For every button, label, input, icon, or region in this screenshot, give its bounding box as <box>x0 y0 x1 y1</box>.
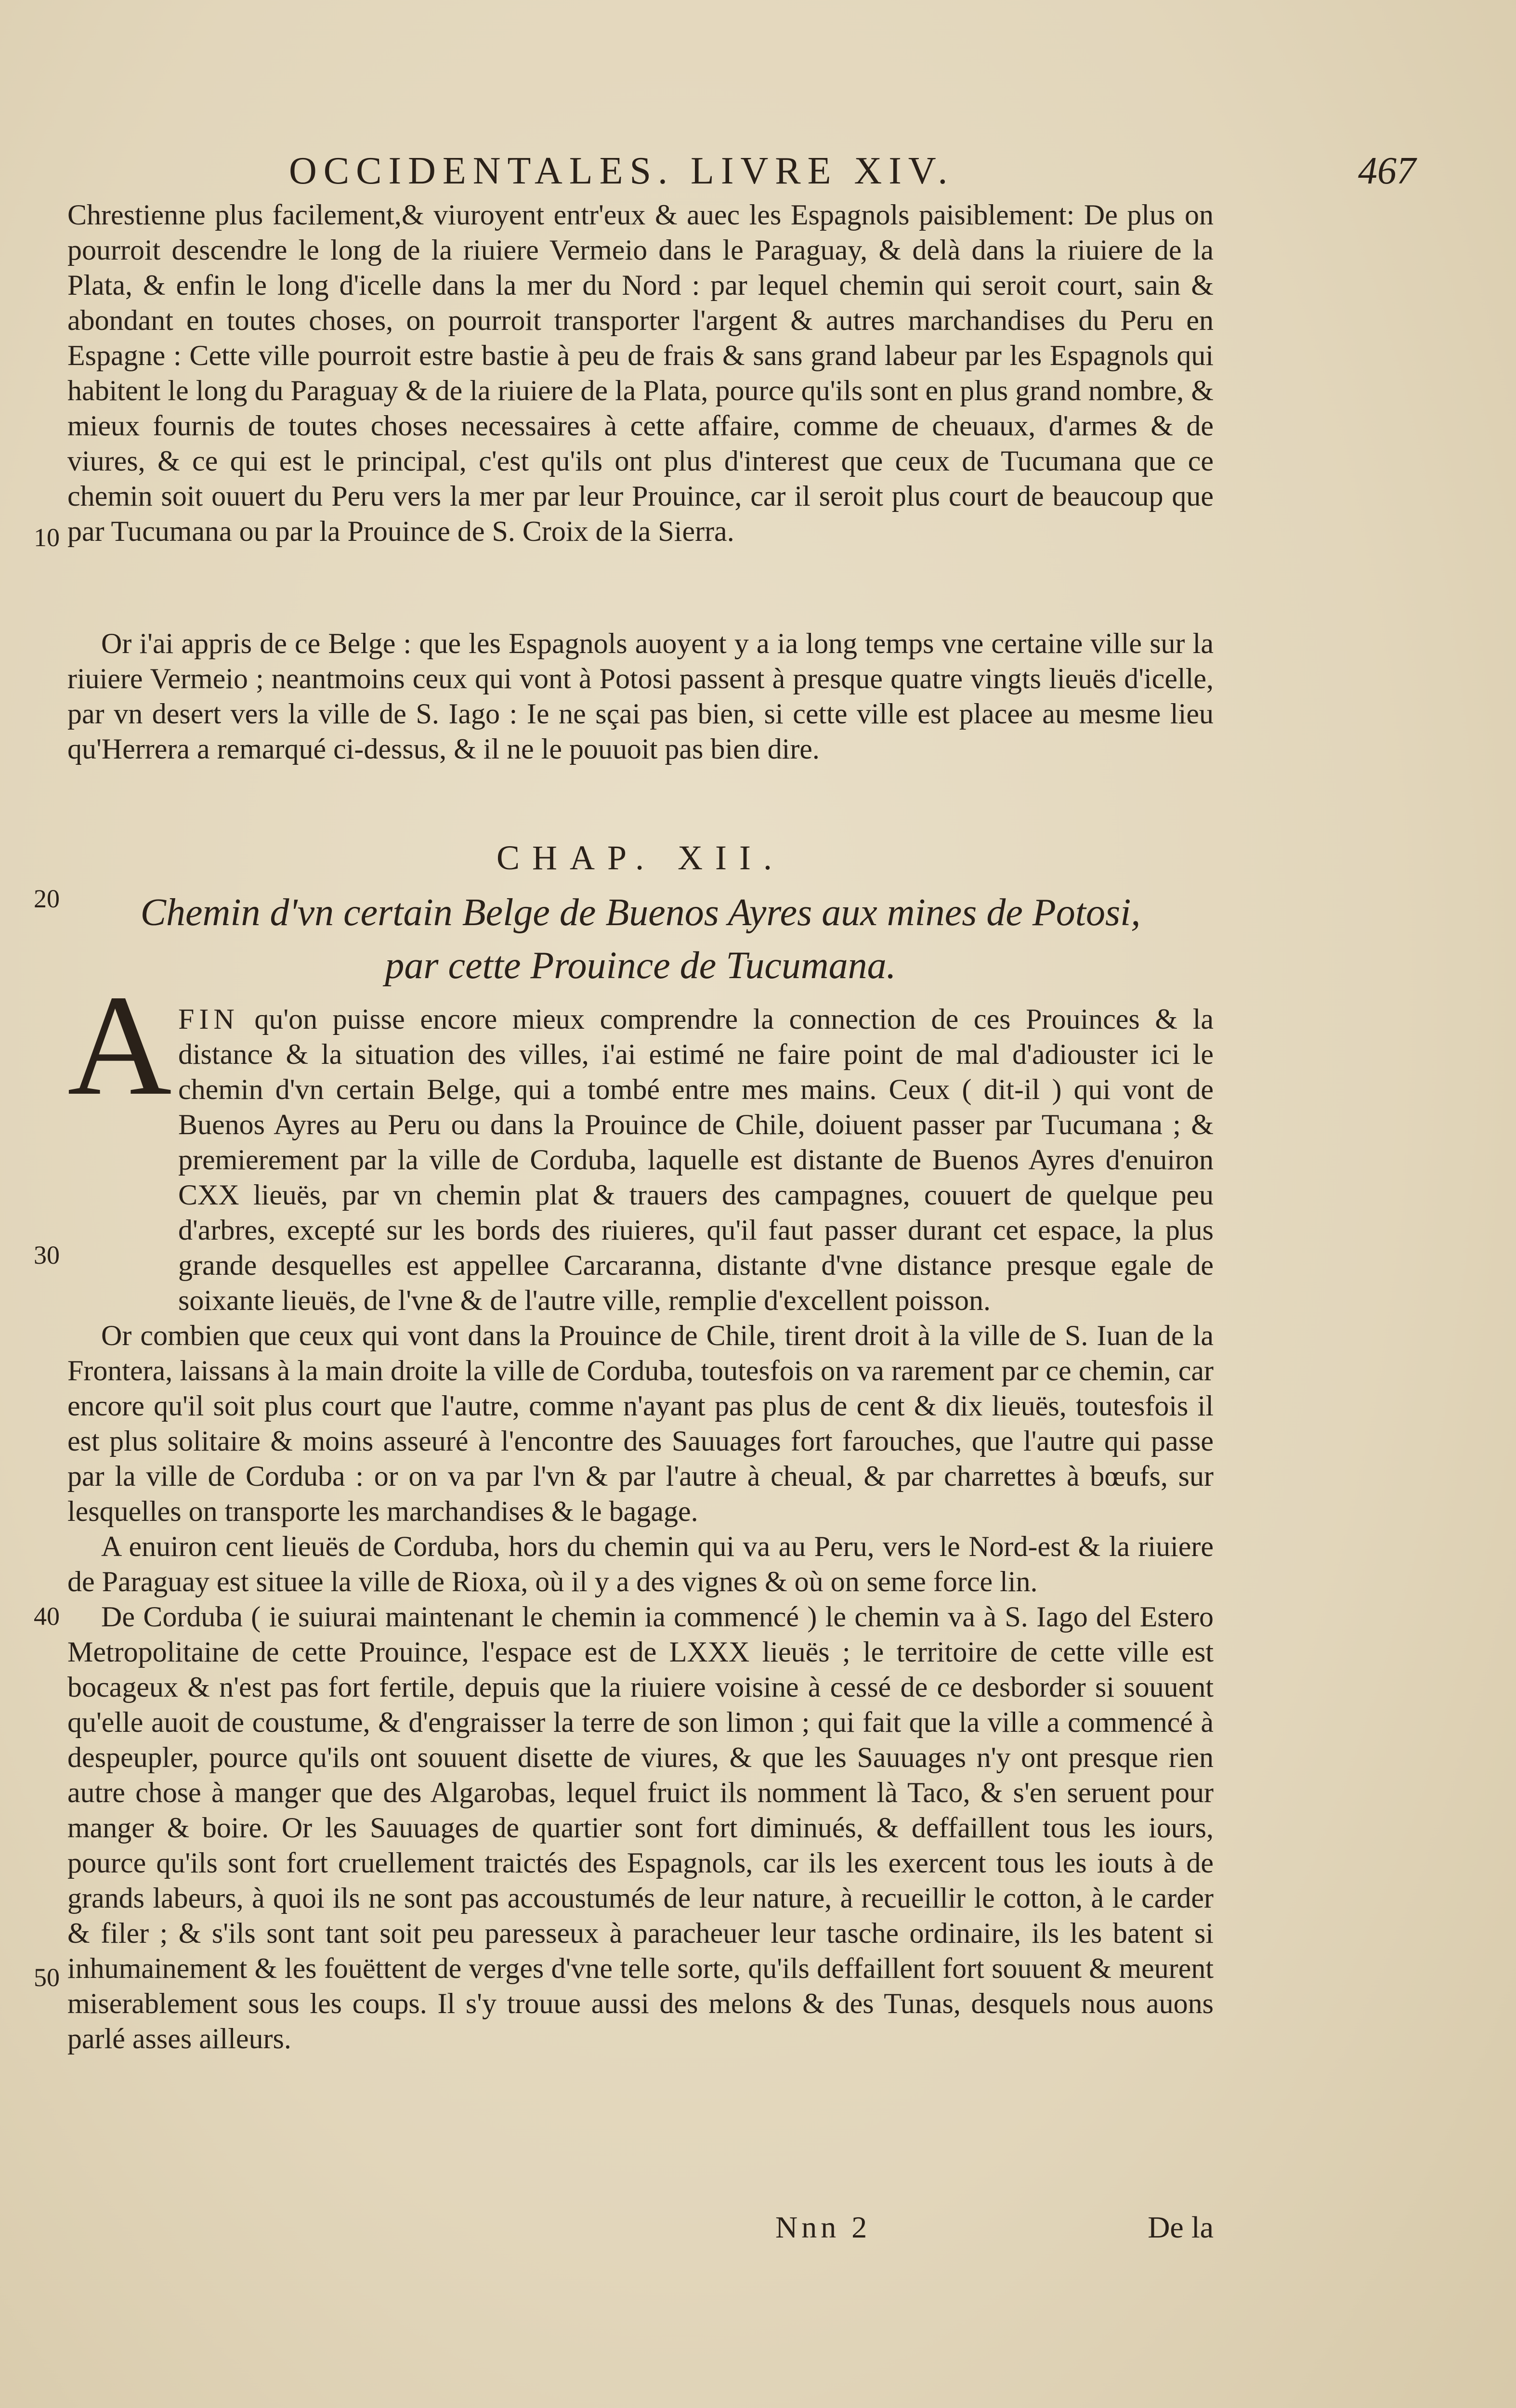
drop-cap: A <box>67 965 172 1125</box>
opening-text: qu'on puisse encore mieux comprendre la connection de ces Prouinces & la distance & la situation des villes, i'ai estimé ne faire point de mal d'adiouster ici le chemin d'vn certain Belge, qui a tombé entre mes mains. Ceux ( dit-il ) qui vont de Buenos Ayres au Peru ou dans la Prouince de Chile, doiuent passer par Tucumana ; & premierement par la ville de Corduba, laquelle est distante de Buenos Ayres d'enuiron CXX lieuës, par vn chemin plat & trauers des campagnes, couuert de quelque peu d'arbres, excepté sur les bords des riuieres, qu'il faut passer durant cet espace, la plus grande desquelles est appellee Carcaranna, distante d'vne distance presque egale de soixante lieuës, de l'vne & de l'autre ville, remplie d'excellent poisson. <box>178 1003 1214 1316</box>
catchword: De la <box>1148 2210 1214 2244</box>
paragraph-text <box>178 1002 1214 1318</box>
paragraph <box>67 626 1214 767</box>
page-header <box>289 149 1416 202</box>
signature-mark: Nnn 2 <box>775 2210 871 2244</box>
page-footer <box>67 2210 1214 2253</box>
chapter-opening-paragraph <box>178 1002 1214 1318</box>
margin-line-number: 50 <box>34 1963 60 1992</box>
paragraph-text: Or i'ai appris de ce Belge : que les Espagnols auoyent y a ia long temps vne certaine ville sur la riuiere Vermeio ; neantmoins ceux qui vont à Potosi passent à presque quatre vingts lieuës d'icelle, par vn desert vers la ville de S. Iago : Ie ne sçai pas bien, si cette ville est placee au mesme lieu qu'Herrera a remarqué ci-dessus, & il ne le pouuoit pas bien dire. <box>67 628 1214 765</box>
chapter-label: CHAP. XII. <box>496 838 785 877</box>
margin-line-number: 20 <box>34 884 60 913</box>
chapter-heading-line: Chemin d'vn certain Belge de Buenos Ayres aux mines de Potosi, <box>140 891 1141 934</box>
opening-word: FIN <box>178 1003 239 1035</box>
paragraph-text: De Corduba ( ie suiurai maintenant le chemin ia commencé ) le chemin va à S. Iago del Estero Metropolitaine de cette Prouince, l'espace est de LXXX lieuës ; le territoire de cette ville est bocageux & n'est pas fort fertile, depuis que la riuiere voisine à cessé de ce desborder si souuent qu'elle auoit de coustume, & d'engraisser la terre de son limon ; qui fait que la ville a commencé à despeupler, pource qu'ils ont souuent disette de viures, & que les Sauuages n'y ont presque rien autre chose à manger que des Algarobas, lequel fruict ils nomment là Taco, & s'en seruent pour manger & boire. Or les Sauuages de quartier sont fort diminués, & deffaillent tous les iours, pource qu'ils sont fort cruellement traictés des Espagnols, car ils les exercent tous les iouts à de grands labeurs, à quoi ils ne sont pas accoustumés de leur nature, à recueillir le cotton, à le carder & filer ; & s'ils sont tant soit peu paresseux à paracheuer leur tasche ordinaire, ils les batent si inhumainement & les fouëttent de verges d'vne telle sorte, qu'ils deffaillent fort souuent & meurent miserablement sous les coups. Il s'y trouue aussi des melons & des Tunas, desquels nous auons parlé asses ailleurs. <box>67 1601 1214 2055</box>
paragraph-text: A enuiron cent lieuës de Corduba, hors du chemin qui va au Peru, vers le Nord-est & la riuiere de Paraguay est situee la ville de Rioxa, où il y a des vignes & où on seme force lin. <box>67 1531 1214 1597</box>
chapter-heading <box>67 886 1214 992</box>
running-title: OCCIDENTALES. LIVRE XIV. <box>289 150 954 192</box>
margin-line-number: 10 <box>34 523 60 552</box>
paragraph-text: Or combien que ceux qui vont dans la Prouince de Chile, tirent droit à la ville de S. Iuan de la Frontera, laissans à la main droite la ville de Corduba, toutesfois on va rarement par ce chemin, car encore qu'il soit plus court que l'autre, comme n'ayant pas plus de cent & dix lieuës, toutesfois il est plus solitaire & moins asseuré à l'encontre des Sauuages fort farouches, que l'autre qui passe par la ville de Corduba : or on va par l'vn & par l'autre à cheual, & par charrettes à bœufs, sur lesquelles on transporte les marchandises & le bagage. <box>67 1320 1214 1527</box>
page-number: 467 <box>1358 150 1416 192</box>
chapter-heading-line: par cette Prouince de Tucumana. <box>385 944 896 987</box>
paragraph <box>67 197 1214 549</box>
paragraph-text: Chrestienne plus facilement,& viuroyent entr'eux & auec les Espagnols paisiblement: De plus on pourroit descendre le long de la riuiere Vermeio dans le Paraguay, & delà dans la riuiere de la Plata, & enfin le long d'icelle dans la mer du Nord : par lequel chemin qui seroit court, sain & abondant en toutes choses, on pourroit transporter l'argent & autres marchandises du Peru en Espagne : Cette ville pourroit estre bastie à peu de frais & sans grand labeur par les Espagnols qui habitent le long du Paraguay & de la riuiere de la Plata, pource qu'ils sont en plus grand nombre, & mieux fournis de toutes choses necessaires à cette affaire, comme de cheuaux, d'armes & de viures, & ce qui est le principal, c'est qu'ils ont plus d'interest que ceux de Tucumana que ce chemin soit ouuert du Peru vers la mer par leur Prouince, car il seroit plus court de beaucoup que par Tucumana ou par la Prouince de S. Croix de la Sierra. <box>67 199 1214 547</box>
body-text <box>67 1318 1214 2056</box>
margin-line-number: 30 <box>34 1241 60 1269</box>
margin-line-number: 40 <box>34 1602 60 1631</box>
